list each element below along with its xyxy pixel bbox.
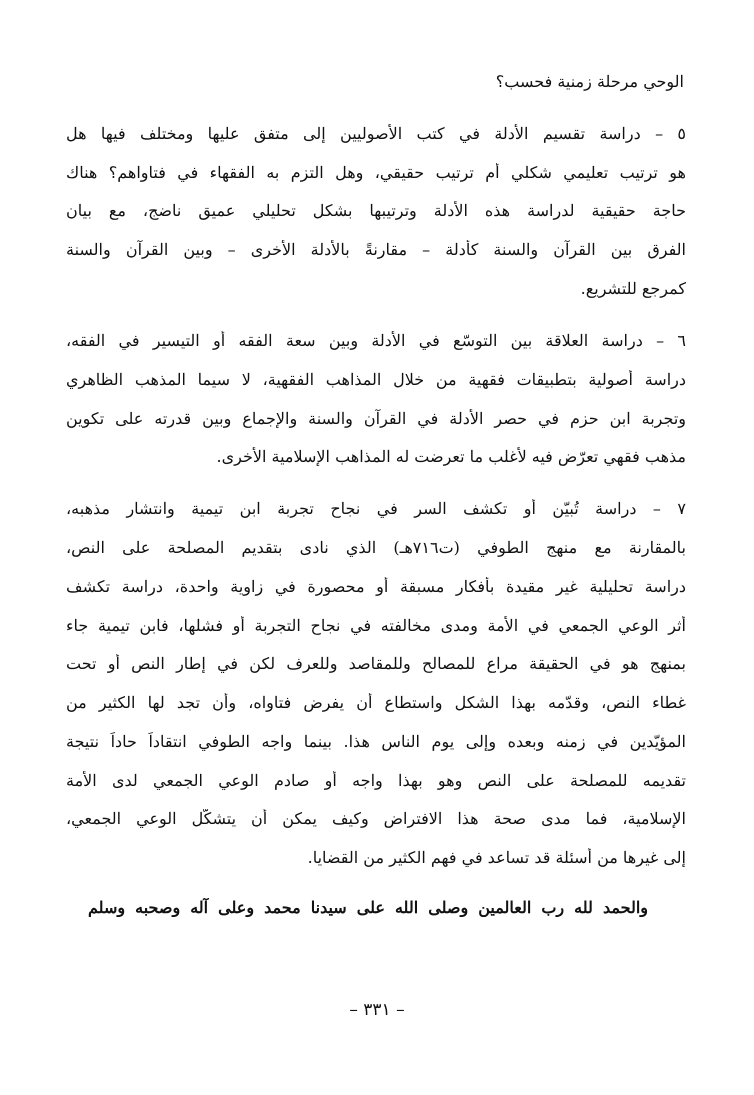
item-6-line: وتجربة ابن حزم في حصر الأدلة في القرآن والسنة والإجماع وبين قدرته على تكوين — [66, 409, 686, 428]
item-5-line: كمرجع للتشريع. — [580, 279, 686, 298]
item-7-line: بالمقارنة مع منهج الطوفي (ت٧١٦هـ) الذي نادى بتقديم المصلحة على النص، — [66, 538, 686, 557]
item-7-line: إلى غيرها من أسئلة قد تساعد في فهم الكثير من القضايا. — [307, 848, 686, 867]
item-7-line: المؤيّدين في زمنه وبعده وإلى يوم الناس هذا. بينما واجه الطوفي انتقاداً حاداً نتيجة — [66, 732, 686, 751]
item-5-line: هو ترتيب تعليمي شكلي أم ترتيب حقيقي، وهل التزم به الفقهاء في فتاواهم؟ هناك — [66, 163, 686, 182]
item-7-line: غطاء النص، وقدّمه بهذا الشكل واستطاع أن يفرض فتاواه، وأن تجد لها الكثير من — [66, 693, 686, 712]
closing-line: والحمد لله رب العالمين وصلى الله على سيدنا محمد وعلى آله وصحبه وسلم — [88, 898, 648, 917]
item-6-line: دراسة أصولية بتطبيقات فقهية من خلال المذاهب الفقهية، لا سيما المذهب الظاهري — [66, 370, 686, 389]
item-5-line: ٥ – دراسة تقسيم الأدلة في كتب الأصوليين إلى متفق عليها ومختلف فيها هل — [66, 124, 686, 143]
item-6-line: مذهب فقهي تعرّض فيه لأغلب ما تعرضت له المذاهب الإسلامية الأخرى. — [216, 447, 686, 466]
item-6-line: ٦ – دراسة العلاقة بين التوسّع في الأدلة وبين سعة الفقه أو التيسير في الفقه، — [66, 331, 686, 350]
item-7-line: أثر الوعي الجمعي في الأمة ومدى مخالفته في نجاح التجربة أو فشلها، فابن تيمية جاء — [66, 616, 686, 635]
page-number: – ٣٣١ – — [349, 1000, 405, 1020]
item-7-line: بمنهج هو في الحقيقة مراعٍ للمصالح وللمقاصد وللعرف لكن في إطار النص أو تحت — [66, 654, 686, 673]
item-5-line: حاجة حقيقية لدراسة هذه الأدلة وترتيبها بشكل تحليلي عميق ناضج، مع بيان — [66, 201, 686, 220]
paragraph-continuation-line: الوحي مرحلة زمنية فحسب؟ — [495, 72, 684, 91]
item-7-line: الإسلامية، فما مدى صحة هذا الافتراض وكيف يمكن أن يتشكّل الوعي الجمعي، — [66, 809, 686, 828]
item-7-line: دراسة تحليلية غير مقيدة بأفكار مسبقة أو محصورة في زاوية واحدة، دراسة تكشف — [66, 577, 686, 596]
item-7-line: ٧ – دراسة تُبيّن أو تكشف السر في نجاح تجربة ابن تيمية وانتشار مذهبه، — [66, 499, 686, 518]
item-5-line: الفرق بين القرآن والسنة كأدلة – مقارنةً بالأدلة الأخرى – وبين القرآن والسنة — [66, 240, 686, 259]
item-7-line: تقديمه للمصلحة على النص وهو بهذا واجه أو صادم الوعي الجمعي لدى الأمة — [66, 771, 686, 790]
